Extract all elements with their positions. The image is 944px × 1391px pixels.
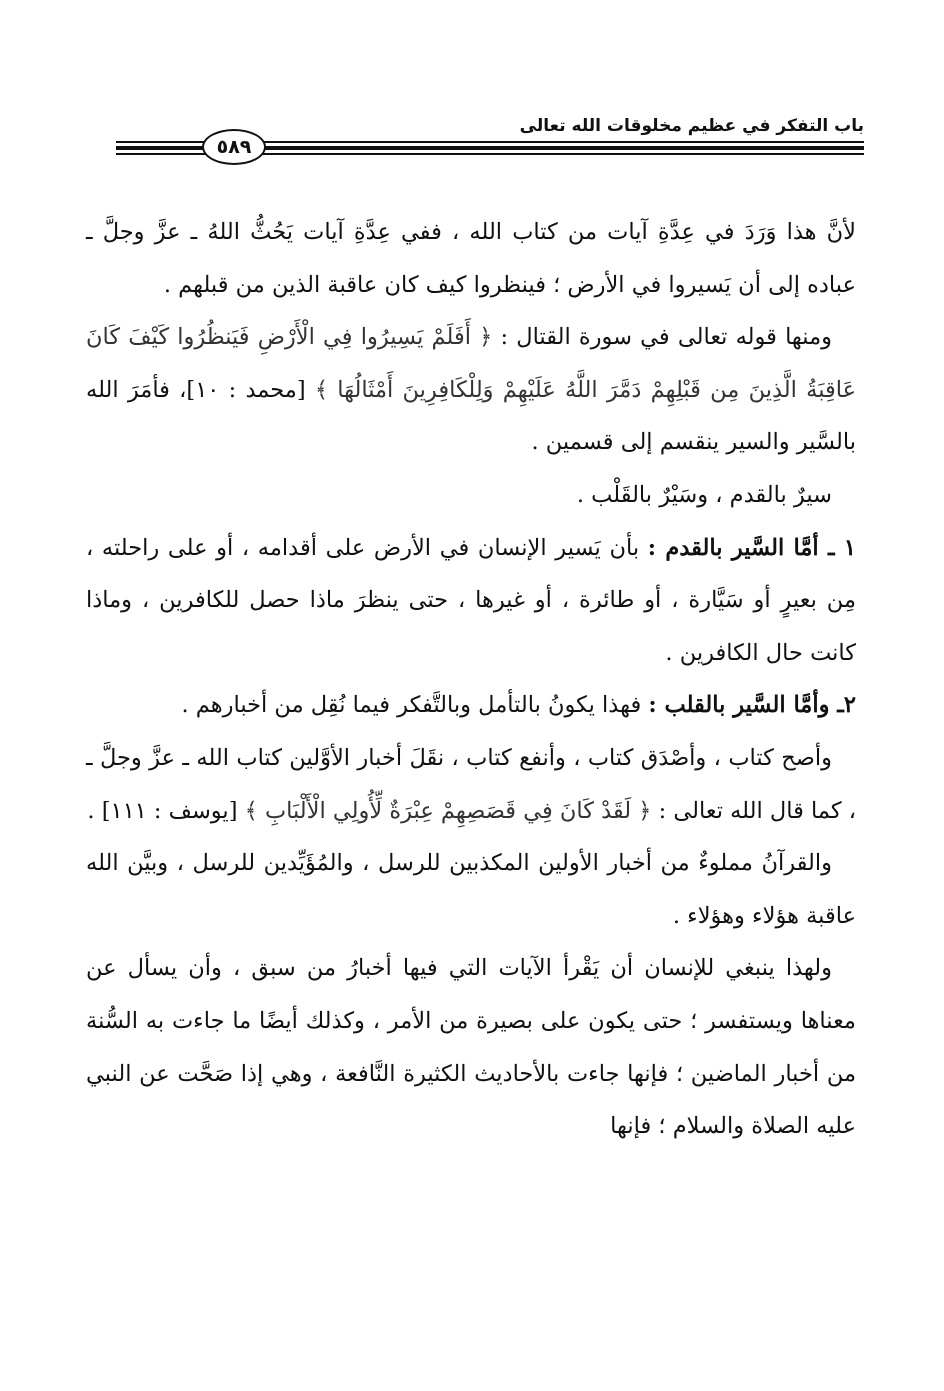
section-lead: ٢ـ وأمَّا السَّير بالقلب : [648, 692, 856, 719]
paragraph [86, 311, 856, 469]
verse-reference: [محمد : ١٠]، فأمَرَ الله بالسَّير والسير ينقسم إلى قسمين . [86, 376, 856, 456]
page-body [86, 206, 856, 1153]
paragraph-text: لأنَّ هذا وَرَدَ في عِدَّةِ آيات من كتاب الله ، ففي عِدَّةِ آيات يَحُثُّ اللهُ ـ عزَّ وجلَّ ـ عباده إلى أن يَسيروا في الأرض ؛ فينظروا كيف كان عاقبة الذين من قبلهم . [86, 219, 856, 298]
paragraph [86, 837, 856, 942]
paragraph-text: بأن يَسير الإنسان في الأرض على أقدامه ، أو على راحلته ، مِن بعيرٍ أو سَيَّارة ، أو طائرة ، أو غيرها ، حتى ينظرَ ماذا حصل للكافرين ، وماذا كانت حال الكافرين . [86, 534, 856, 666]
verse-reference: [يوسف : ١١١] . [87, 797, 238, 824]
paragraph [86, 679, 856, 732]
paragraph-text: ومنها قوله تعالى في سورة القتال : [500, 324, 832, 351]
paragraph [86, 732, 856, 837]
paragraph [86, 206, 856, 311]
page-number: ٥٨٩ [202, 129, 266, 165]
paragraph-text: والقرآنُ مملوءٌ من أخبار الأولين المكذبين للرسل ، والمُؤَيِّدين للرسل ، وبيَّن الله عاقبة هؤلاء وهؤلاء . [86, 850, 856, 929]
paragraph-text: سيرٌ بالقدم ، وسَيْرٌ بالقَلْب . [576, 481, 832, 508]
section-lead: ١ ـ أمَّا السَّير بالقدم : [647, 534, 857, 561]
page-header [116, 112, 864, 160]
paragraph [86, 942, 856, 1152]
quran-verse: ﴿ لَقَدْ كَانَ فِي قَصَصِهِمْ عِبْرَةٌ لِّأُولِي الْأَلْبَابِ ﴾ [244, 797, 652, 824]
paragraph-text: ولهذا ينبغي للإنسان أن يَقْرأ الآيات التي فيها أخبارُ من سبق ، وأن يسأل عن معناها ويستفسر ؛ حتى يكون على بصيرة من الأمر ، وكذلك أيضًا ما جاءت به السُّنة من أخبار الماضين ؛ فإنها جاءت بالأحاديث الكثيرة النَّافعة ، وهي إذا صَحَّت عن النبي عليه الصلاة والسلام ؛ فإنها [86, 955, 856, 1140]
paragraph [86, 469, 856, 522]
paragraph-text: فهذا يكونُ بالتأمل وبالتَّفكر فيما نُقِل من أخبارهم . [181, 692, 642, 719]
paragraph-text: وأصح كتاب ، وأصْدَق كتاب ، وأنفع كتاب ، نقَلَ أخبار الأوَّلين كتاب الله ـ عزَّ وجلَّ ـ ، كما قال الله تعالى : [86, 744, 856, 824]
chapter-title: باب التفكر في عظيم مخلوقات الله تعالى [519, 116, 864, 136]
quran-verse: ﴿ أَفَلَمْ يَسِيرُوا فِي الْأَرْضِ فَيَنظُرُوا كَيْفَ كَانَ عَاقِبَةُ الَّذِينَ مِن قَبْلِهِمْ دَمَّرَ اللَّهُ عَلَيْهِمْ وَلِلْكَافِرِينَ أَمْثَالُهَا ﴾ [86, 324, 857, 403]
paragraph [86, 522, 856, 680]
